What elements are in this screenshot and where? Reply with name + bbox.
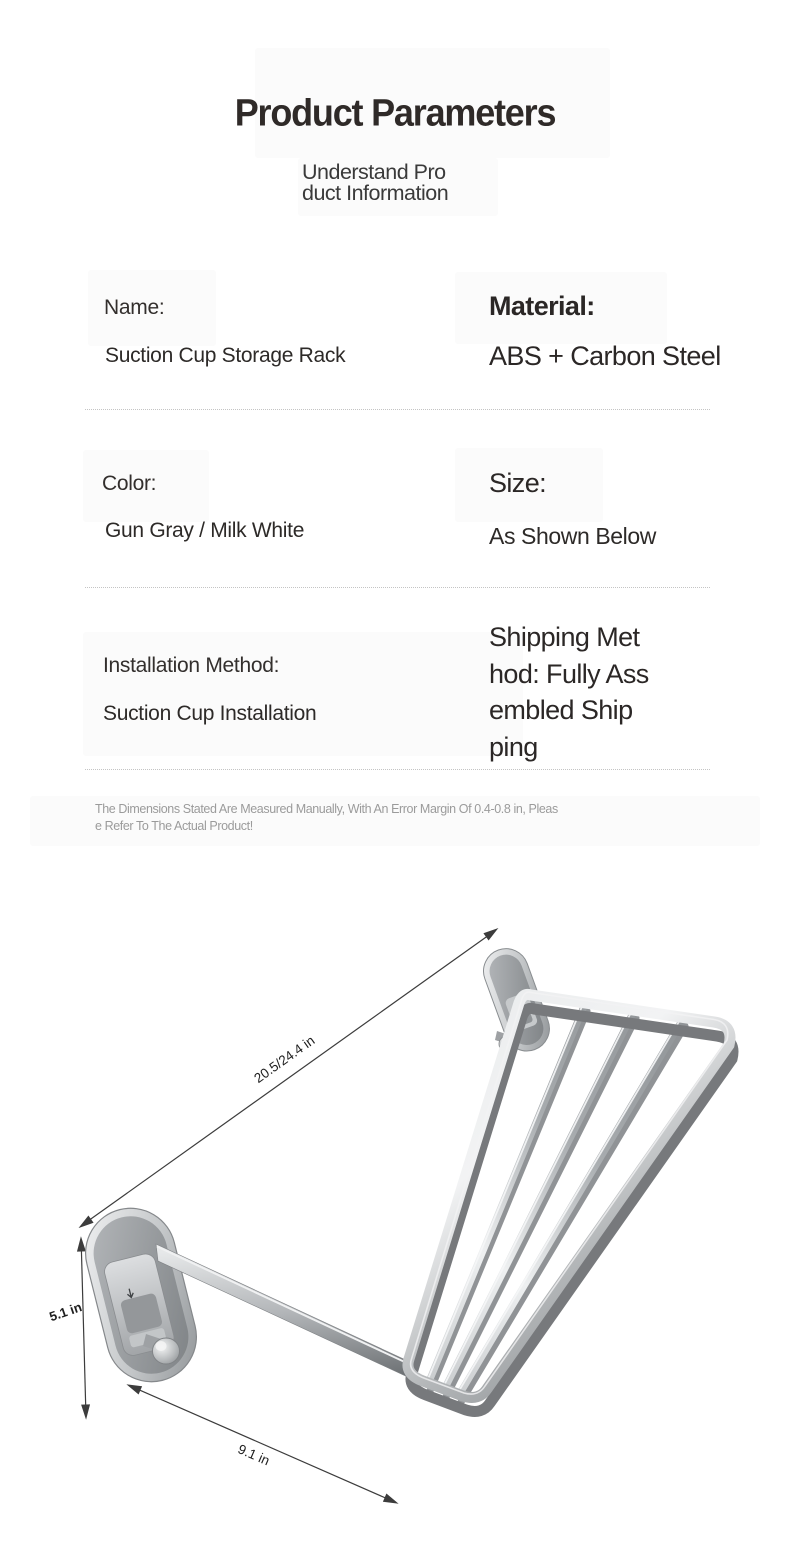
dimension-arrow-icon — [484, 929, 497, 940]
dimension-length — [80, 929, 497, 1227]
shipping-line: hod: Fully Ass — [489, 658, 649, 689]
shipping-line: embled Ship — [489, 695, 633, 725]
support-arm — [156, 1244, 412, 1379]
divider — [85, 769, 710, 770]
name-value: Suction Cup Storage Rack — [105, 344, 346, 367]
subtitle-line: Understand Pro — [302, 160, 446, 184]
installation-value: Suction Cup Installation — [103, 702, 317, 725]
dimension-length-label: 20.5/24.4 in — [251, 1032, 318, 1086]
dimension-line — [88, 935, 489, 1221]
color-label: Color: — [102, 472, 157, 495]
dimension-line — [81, 1250, 85, 1406]
shipping-line: Shipping Met — [489, 622, 640, 652]
disclaimer-line: The Dimensions Stated Are Measured Manually, With An Error Margin Of 0.4-0.8 in, Pleas — [95, 802, 558, 816]
name-label: Name: — [104, 296, 165, 319]
page-subtitle — [302, 162, 512, 204]
size-value: As Shown Below — [489, 523, 656, 549]
product-figure — [0, 900, 790, 1557]
dimension-depth — [128, 1385, 397, 1503]
dimension-arrow-icon — [78, 1238, 86, 1251]
shipping-method-text — [489, 619, 649, 765]
dimension-height-label: 5.1 in — [47, 1299, 84, 1325]
divider — [85, 587, 710, 588]
dimension-arrow-icon — [82, 1405, 90, 1418]
subtitle-line: duct Information — [302, 181, 449, 205]
color-value: Gun Gray / Milk White — [105, 519, 305, 542]
dimension-line — [139, 1390, 386, 1498]
installation-label: Installation Method: — [103, 654, 280, 677]
dimension-arrow-icon — [80, 1216, 93, 1227]
dimension-depth-label: 9.1 in — [235, 1441, 272, 1469]
artifact-panel — [83, 632, 523, 756]
page-title: Product Parameters — [234, 90, 556, 135]
material-label: Material: — [489, 291, 595, 321]
divider — [85, 409, 710, 410]
disclaimer-text — [95, 801, 715, 834]
size-label: Size: — [489, 468, 547, 498]
material-value: ABS + Carbon Steel — [489, 341, 721, 371]
shipping-line: ping — [489, 731, 538, 762]
disclaimer-line: e Refer To The Actual Product! — [95, 818, 253, 833]
dimension-arrow-icon — [384, 1494, 397, 1503]
wall-bracket-bottom — [76, 1199, 206, 1392]
dimension-arrow-icon — [128, 1385, 141, 1394]
